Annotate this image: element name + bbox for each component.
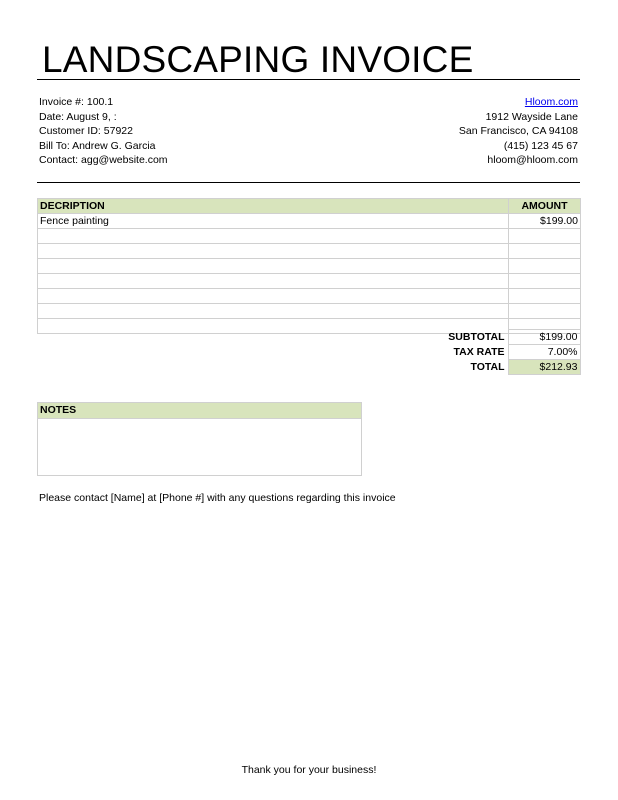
thank-you-footer: Thank you for your business! — [241, 764, 377, 776]
item-description — [38, 289, 509, 304]
item-amount: $199.00 — [509, 214, 581, 229]
items-table — [37, 198, 581, 334]
contact-line: Please contact [Name] at [Phone #] with any questions regarding this invoice — [39, 492, 396, 504]
total-label: TOTAL — [470, 360, 505, 373]
tax-rate-label: TAX RATE — [453, 345, 505, 358]
item-description — [38, 244, 509, 259]
notes-box — [37, 402, 362, 476]
company-phone: (415) 123 45 67 — [503, 139, 578, 152]
customer-contact: Contact: agg@website.com — [39, 154, 168, 167]
total-row — [380, 360, 580, 375]
table-row — [38, 244, 581, 259]
table-row — [38, 229, 581, 244]
totals-table — [380, 329, 581, 375]
description-header: DECRIPTION — [38, 199, 509, 214]
title-divider — [37, 79, 580, 80]
subtotal-row — [380, 330, 580, 345]
item-amount — [509, 244, 581, 259]
items-header-row — [38, 199, 581, 214]
invoice-number: Invoice #: 100.1 — [39, 96, 114, 108]
info-divider — [37, 182, 580, 183]
invoice-info — [39, 95, 168, 168]
notes-header: NOTES — [38, 403, 361, 419]
subtotal-label: SUBTOTAL — [448, 330, 505, 343]
item-description — [38, 259, 509, 274]
total-value: $212.93 — [508, 360, 580, 375]
invoice-date: Date: August 9, : — [39, 110, 117, 123]
invoice-title: LANDSCAPING INVOICE — [42, 39, 474, 80]
tax-rate-row — [380, 345, 580, 360]
table-row — [38, 304, 581, 319]
bill-to: Bill To: Andrew G. Garcia — [39, 139, 156, 152]
subtotal-value: $199.00 — [508, 330, 580, 345]
item-description — [38, 229, 509, 244]
tax-rate-value: 7.00% — [508, 345, 580, 360]
item-amount — [509, 304, 581, 319]
amount-header: AMOUNT — [509, 199, 581, 214]
item-amount — [509, 289, 581, 304]
company-email: hloom@hloom.com — [487, 154, 578, 167]
table-row — [38, 214, 581, 229]
item-description: Fence painting — [38, 214, 509, 229]
item-description — [38, 304, 509, 319]
company-address-line2: San Francisco, CA 94108 — [458, 125, 578, 138]
table-row — [38, 274, 581, 289]
company-website-link[interactable]: Hloom.com — [524, 96, 578, 108]
item-amount — [509, 229, 581, 244]
item-description — [38, 274, 509, 289]
company-info — [459, 95, 578, 168]
item-amount — [509, 259, 581, 274]
table-row — [38, 289, 581, 304]
table-row — [38, 259, 581, 274]
item-amount — [509, 274, 581, 289]
company-address-line1: 1912 Wayside Lane — [485, 110, 578, 123]
customer-id: Customer ID: 57922 — [39, 125, 133, 138]
